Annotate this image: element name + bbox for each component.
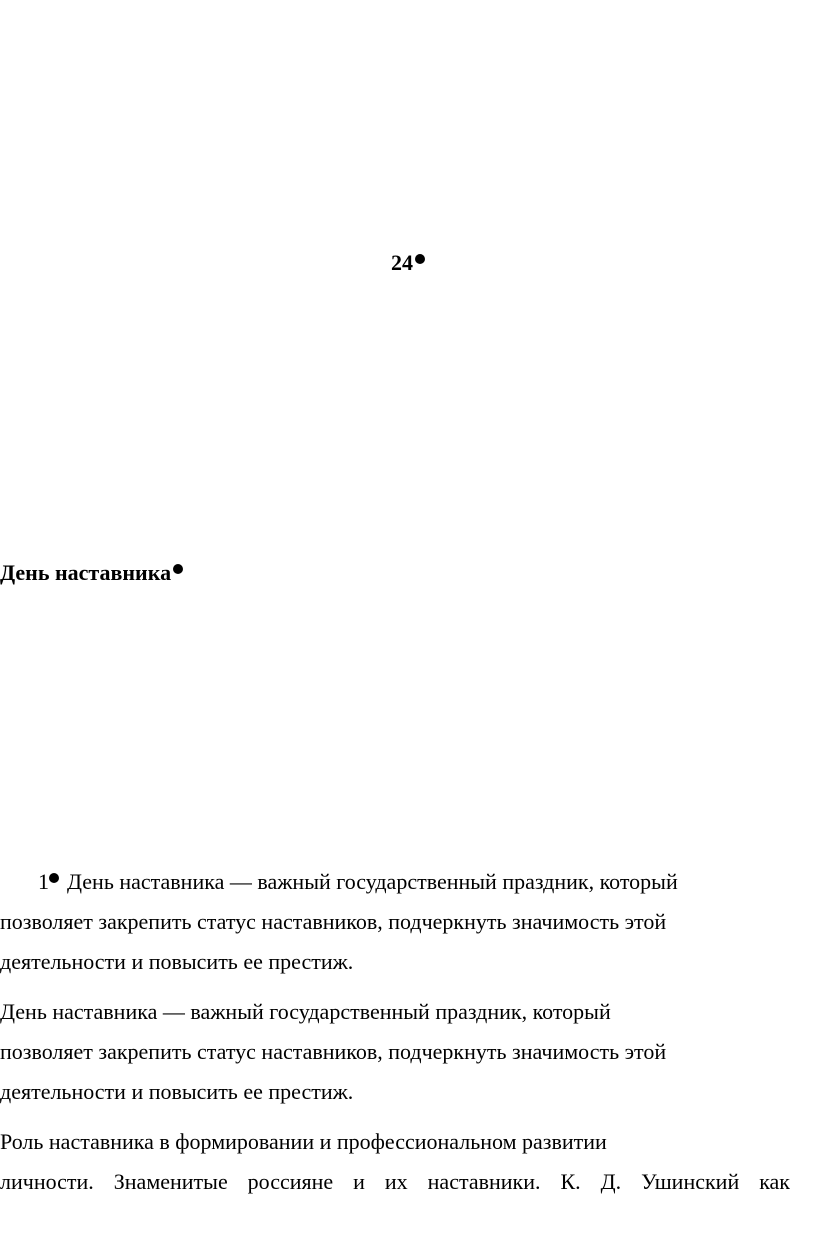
line-text: День наставника — важный государственный праздник, который: [67, 869, 678, 894]
bullet-icon: [415, 254, 425, 264]
paragraph-1-line-3: деятельности и повысить ее престиж.: [0, 949, 354, 974]
slide-number-text: 24: [391, 250, 413, 275]
paragraph-2-line-1: День наставника — важный государственный праздник, который: [0, 999, 611, 1024]
slide-title-text: День наставника: [0, 560, 172, 585]
paragraph-1: [0, 862, 790, 982]
list-marker: 1: [38, 869, 49, 894]
body-text: [0, 862, 790, 1212]
paragraph-2-line-3: деятельности и повысить ее престиж.: [0, 1079, 354, 1104]
paragraph-1-line-2: позволяет закрепить статус наставников, подчеркнуть значимость этой: [0, 909, 667, 934]
paragraph-2-line-2: позволяет закрепить статус наставников, подчеркнуть значимость этой: [0, 1039, 667, 1064]
paragraph-3-line-1: Роль наставника в формировании и профессиональном развитии: [0, 1129, 607, 1154]
bullet-icon: [49, 873, 59, 883]
paragraph-2: [0, 992, 790, 1112]
paragraph-3-line-2: личности. Знаменитые россияне и их наставники. К. Д. Ушинский как: [0, 1169, 790, 1194]
slide-title: [0, 558, 183, 588]
paragraph-3: [0, 1122, 790, 1202]
bullet-icon: [173, 564, 183, 574]
slide-number: [0, 248, 816, 278]
paragraph-1-line-1: [0, 869, 678, 894]
